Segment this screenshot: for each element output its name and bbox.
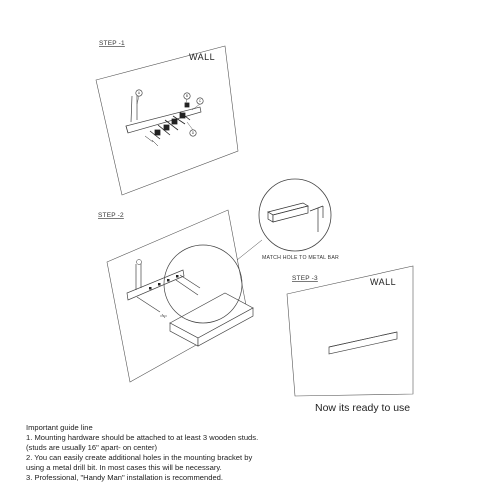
callout-c: C	[198, 99, 202, 104]
callout-d: D	[191, 131, 195, 136]
callout-b: B	[185, 94, 189, 99]
step3-label: STEP -3	[292, 275, 318, 282]
magnifier-connector-line	[237, 240, 262, 260]
guide-line-4: using a metal drill bit. In most cases this will be necessary.	[26, 463, 222, 472]
step2-label: STEP -2	[98, 212, 124, 219]
ready-to-use-text: Now its ready to use	[315, 402, 411, 414]
guide-line-3: 2. You can easily create additional holes in the mounting bracket by	[26, 453, 253, 462]
guide-line-2: (studs are usually 16" apart- on center)	[26, 443, 158, 452]
guide-line-5: 3. Professional, "Handy Man" installation is recommended.	[26, 473, 224, 482]
step1-label: STEP -1	[99, 40, 125, 47]
match-hole-note: MATCH HOLE TO METAL BAR	[262, 255, 339, 261]
step1-wall-label: WALL	[189, 52, 216, 62]
step3-wall-label: WALL	[370, 277, 397, 287]
step2-callout-circle	[137, 260, 142, 265]
guide-line-1: 1. Mounting hardware should be attached to at least 3 wooden studs.	[26, 433, 259, 442]
guide-heading: Important guide line	[26, 423, 93, 432]
callout-a: A	[137, 91, 141, 96]
guide-section	[26, 423, 346, 483]
